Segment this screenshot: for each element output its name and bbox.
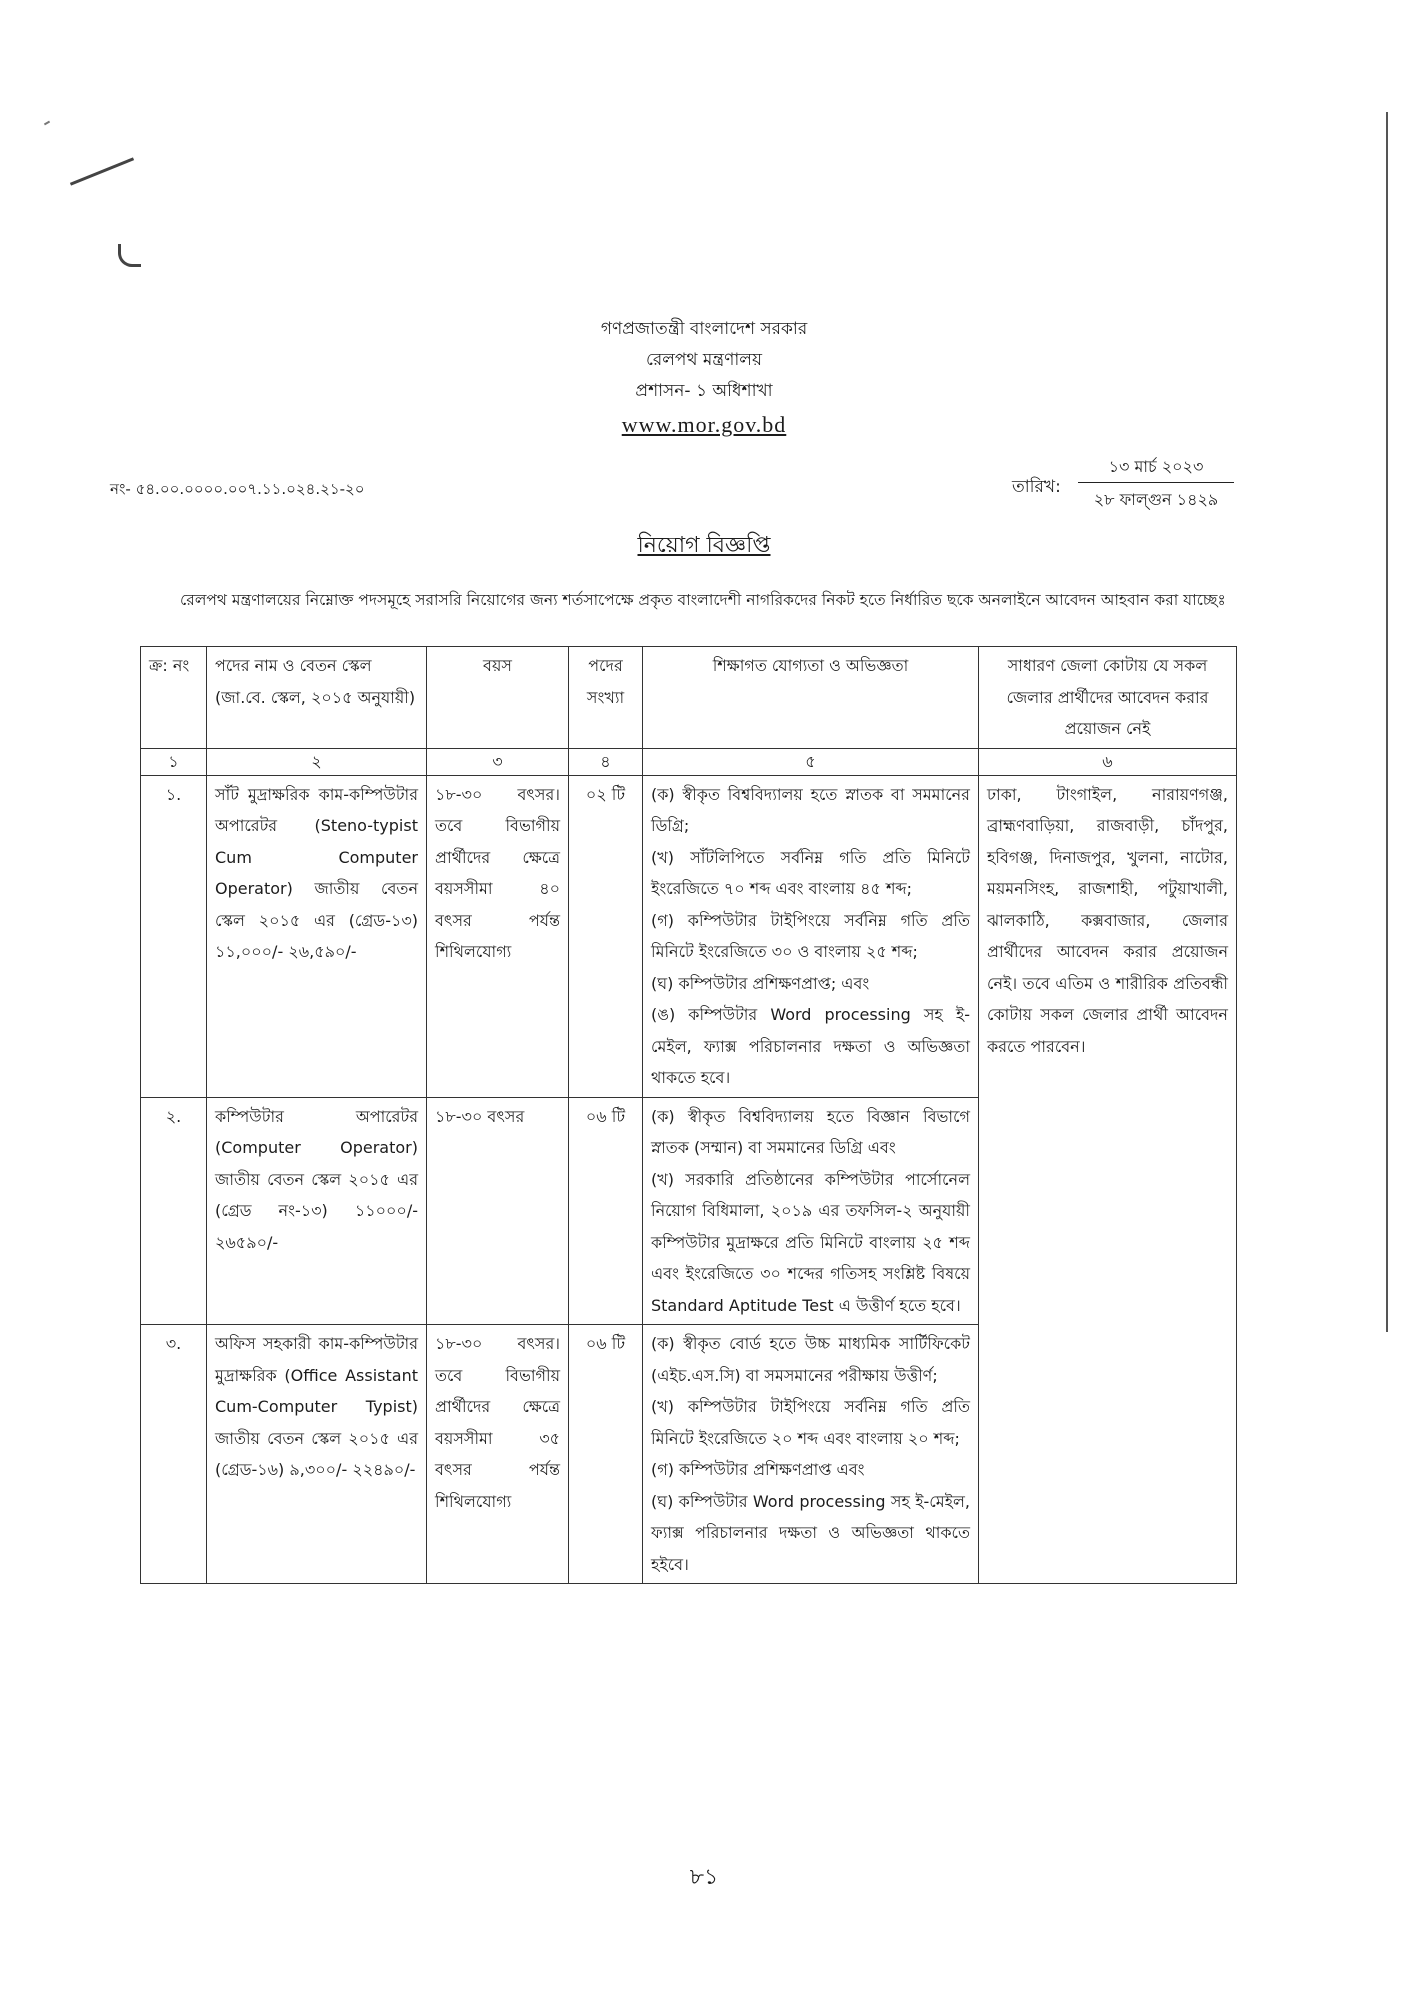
qualification-item: (ক) স্বীকৃত বোর্ড হতে উচ্চ মাধ্যমিক সার্টিফিকেট (এইচ.এস.সি) বা সমসমানের পরীক্ষায় উত্তীর্ণ;	[651, 1334, 970, 1385]
recruitment-table	[140, 646, 1237, 1584]
header-age: বয়স	[427, 647, 569, 749]
header-qualification: শিক্ষাগত যোগ্যতা ও অভিজ্ঞতা	[643, 647, 979, 749]
date-bengali: ২৮ ফাল্গুন ১৪২৯	[1093, 490, 1219, 509]
letterhead	[0, 314, 1408, 443]
government-name: গণপ্রজাতন্ত্রী বাংলাদেশ সরকার	[600, 319, 808, 339]
row-qualifications	[643, 1097, 979, 1325]
ministry-name: রেলপথ মন্ত্রণালয়	[645, 350, 762, 370]
column-number-row	[141, 748, 1237, 775]
scan-pen-mark	[70, 157, 134, 185]
notice-title-text: নিয়োগ বিজ্ঞপ্তি	[637, 533, 771, 558]
header-serial: ক্র: নং	[141, 647, 207, 749]
qualification-item: (খ) কম্পিউটার টাইপিংয়ে সর্বনিম্ন গতি প্রতি মিনিটে ইংরেজিতে ২০ শব্দ এবং বাংলায় ২০ শব্দ;	[651, 1397, 970, 1448]
qualification-item: (ঘ) কম্পিউটার Word processing সহ ই-মেইল, ফ্যাক্স পরিচালনার দক্ষতা ও অভিজ্ঞতা থাকতে হইবে।	[651, 1491, 970, 1574]
column-number: ১	[141, 748, 207, 775]
column-number: ২	[207, 748, 427, 775]
memo-number: নং- ৫৪.০০.০০০০.০০৭.১১.০২৪.২১-২০	[110, 480, 365, 498]
qualification-item: (ক) স্বীকৃত বিশ্ববিদ্যালয় হতে স্নাতক বা সমমানের ডিগ্রি;	[651, 784, 970, 835]
row-qualifications	[643, 775, 979, 1097]
column-number: ৫	[643, 748, 979, 775]
column-number: ৬	[979, 748, 1237, 775]
row-age: ১৮-৩০ বৎসর। তবে বিভাগীয় প্রার্থীদের ক্ষেত্রে বয়সসীমা ৪০ বৎসর পর্যন্ত শিথিলযোগ্য	[427, 775, 569, 1097]
qualification-item: (খ) সরকারি প্রতিষ্ঠানের কম্পিউটার পার্সোনেল নিয়োগ বিধিমালা, ২০১৯ এর তফসিল-২ অনুযায়ী কম্পিউটার মুদ্রাক্ষরে প্রতি মিনিটে বাংলায় ২৫ শব্দ এবং ইংরেজিতে ৩০ শব্দের গতিসহ সংশ্লিষ্ট বিষয়ে Standard Aptitude Test এ উত্তীর্ণ হতে হবে।	[651, 1169, 970, 1315]
column-number: ৩	[427, 748, 569, 775]
column-number: ৪	[569, 748, 643, 775]
branch-name: প্রশাসন- ১ অধিশাখা	[635, 381, 773, 401]
website-link[interactable]: www.mor.gov.bd	[621, 412, 787, 437]
header-count: পদের সংখ্যা	[569, 647, 643, 749]
date-gregorian: ১৩ মার্চ ২০২৩	[1078, 454, 1234, 483]
row-age: ১৮-৩০ বৎসর। তবে বিভাগীয় প্রার্থীদের ক্ষেত্রে বয়সসীমা ৩৫ বৎসর পর্যন্ত শিথিলযোগ্য	[427, 1325, 569, 1584]
row-serial: ১.	[141, 775, 207, 1097]
row-count: ০৬ টি	[569, 1097, 643, 1325]
qualification-item: (ঘ) কম্পিউটার প্রশিক্ষণপ্রাপ্ত; এবং	[651, 973, 870, 993]
row-count: ০৬ টি	[569, 1325, 643, 1584]
header-post: পদের নাম ও বেতন স্কেল (জা.বে. স্কেল, ২০১৫ অনুযায়ী)	[207, 647, 427, 749]
row-post: অফিস সহকারী কাম-কম্পিউটার মুদ্রাক্ষরিক (Office Assistant Cum-Computer Typist) জাতীয় বেতন স্কেল ২০১৫ এর (গ্রেড-১৬) ৯,৩০০/- ২২৪৯০/-	[207, 1325, 427, 1584]
row-qualifications	[643, 1325, 979, 1584]
qualification-item: (গ) কম্পিউটার প্রশিক্ষণপ্রাপ্ত এবং	[651, 1460, 865, 1479]
district-quota-note: ঢাকা, টাংগাইল, নারায়ণগঞ্জ, ব্রাহ্মণবাড়িয়া, রাজবাড়ী, চাঁদপুর, হবিগঞ্জ, দিনাজপুর, খুলনা, নাটোর, ময়মনসিংহ, রাজশাহী, পটুয়াখালী, ঝালকাঠি, কক্সবাজার, জেলার প্রার্থীদের আবেদন করার প্রয়োজন নেই। তবে এতিম ও শারীরিক প্রতিবন্ধী কোটায় সকল জেলার প্রার্থী আবেদন করতে পারবেন।	[979, 775, 1237, 1584]
row-count: ০২ টি	[569, 775, 643, 1097]
header-district-quota: সাধারণ জেলা কোটায় যে সকল জেলার প্রার্থীদের আবেদন করার প্রয়োজন নেই	[979, 647, 1237, 749]
scan-speck	[44, 121, 50, 126]
table-row	[141, 775, 1237, 1097]
qualification-item: (গ) কম্পিউটার টাইপিংয়ে সর্বনিম্ন গতি প্রতি মিনিটে ইংরেজিতে ৩০ ও বাংলায় ২৫ শব্দ;	[651, 910, 970, 961]
qualification-item: (ঙ) কম্পিউটার Word processing সহ ই-মেইল, ফ্যাক্স পরিচালনার দক্ষতা ও অভিজ্ঞতা থাকতে হবে।	[651, 1005, 970, 1087]
qualification-item: (ক) স্বীকৃত বিশ্ববিদ্যালয় হতে বিজ্ঞান বিভাগে স্নাতক (সম্মান) বা সমমানের ডিগ্রি এবং	[651, 1106, 970, 1157]
row-age: ১৮-৩০ বৎসর	[427, 1097, 569, 1325]
scan-curve-mark	[118, 244, 141, 267]
notice-title	[0, 528, 1408, 565]
page-marker: ৮১	[689, 1865, 719, 1890]
date-label: তারিখ:	[1012, 477, 1061, 497]
row-post: কম্পিউটার অপারেটর (Computer Operator) জাতীয় বেতন স্কেল ২০১৫ এর (গ্রেড নং-১৩) ১১০০০/- ২৬৫৯০/-	[207, 1097, 427, 1325]
scan-page-edge	[1386, 112, 1388, 1332]
intro-paragraph: রেলপথ মন্ত্রণালয়ের নিম্নোক্ত পদসমূহে সরাসরি নিয়োগের জন্য শর্তসাপেক্ষে প্রকৃত বাংলাদেশী নাগরিকদের নিকট হতে নির্ধারিত ছকে অনলাইনে আবেদন আহবান করা যাচ্ছেঃ	[180, 591, 1226, 609]
qualification-item: (খ) সাঁটলিপিতে সর্বনিম্ন গতি প্রতি মিনিটে ইংরেজিতে ৭০ শব্দ এবং বাংলায় ৪৫ শব্দ;	[651, 847, 970, 898]
date-block	[1078, 454, 1234, 513]
table-header-row	[141, 647, 1237, 749]
row-serial: ২.	[141, 1097, 207, 1325]
row-post: সাঁট মুদ্রাক্ষরিক কাম-কম্পিউটার অপারেটর (Steno-typist Cum Computer Operator) জাতীয় বেতন স্কেল ২০১৫ এর (গ্রেড-১৩) ১১,০০০/- ২৬,৫৯০/-	[207, 775, 427, 1097]
row-serial: ৩.	[141, 1325, 207, 1584]
